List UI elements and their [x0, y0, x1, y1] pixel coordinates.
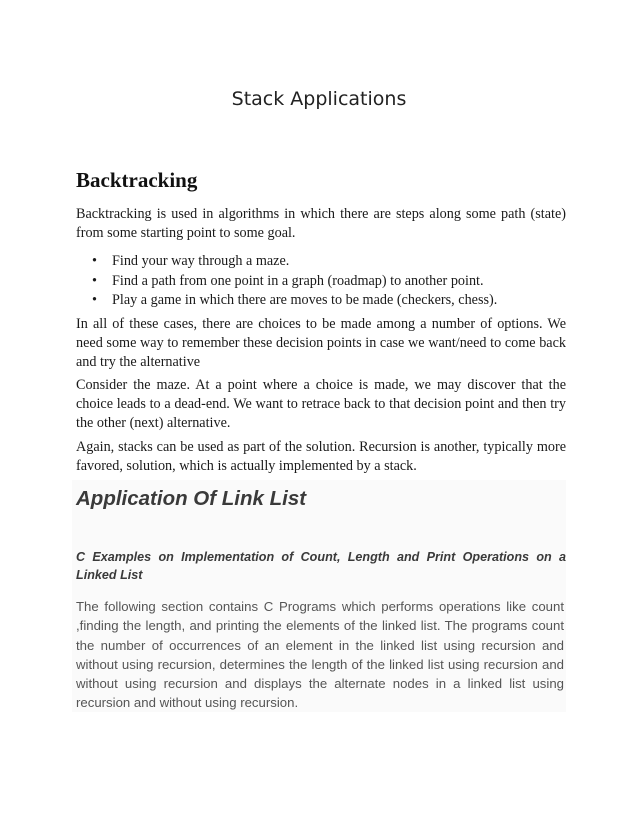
list-item: • Play a game in which there are moves to be made (checkers, chess).: [92, 291, 562, 311]
paragraph-maze: Consider the maze. At a point where a choice is made, we may discover that the choice leads to a dead-end. We want to retrace back to that decision point and then try the other (next) alternative.: [76, 377, 566, 431]
link-list-subheading: C Examples on Implementation of Count, Length and Print Operations on a Linked List: [76, 550, 566, 582]
page-title: Stack Applications: [231, 88, 407, 110]
paragraph-choices: In all of these cases, there are choices to be made among a number of options. We need some way to remember these decision points in case we want/need to come back and try the alternative: [76, 316, 566, 370]
list-item: • Find your way through a maze.: [92, 252, 562, 272]
list-item: • Find a path from one point in a graph (roadmap) to another point.: [92, 272, 562, 292]
link-list-body: The following section contains C Programs which performs operations like count ,finding the length, and printing the elements of the linked list. The programs count the number of occurrences of an element in the linked list using recursion and without using recursion, determines the length of the linked list using recursion and without using recursion and displays the alternate nodes in a linked list using recursion and without using recursion.: [76, 599, 564, 711]
backtracking-intro: Backtracking is used in algorithms in which there are steps along some path (state) from some starting point to some goal.: [76, 206, 566, 241]
bullet-list: [92, 252, 562, 311]
paragraph-stacks: Again, stacks can be used as part of the solution. Recursion is another, typically more favored, solution, which is actually implemented by a stack.: [76, 439, 566, 474]
backtracking-heading: Backtracking: [76, 168, 198, 192]
link-list-heading: Application Of Link List: [76, 487, 307, 510]
